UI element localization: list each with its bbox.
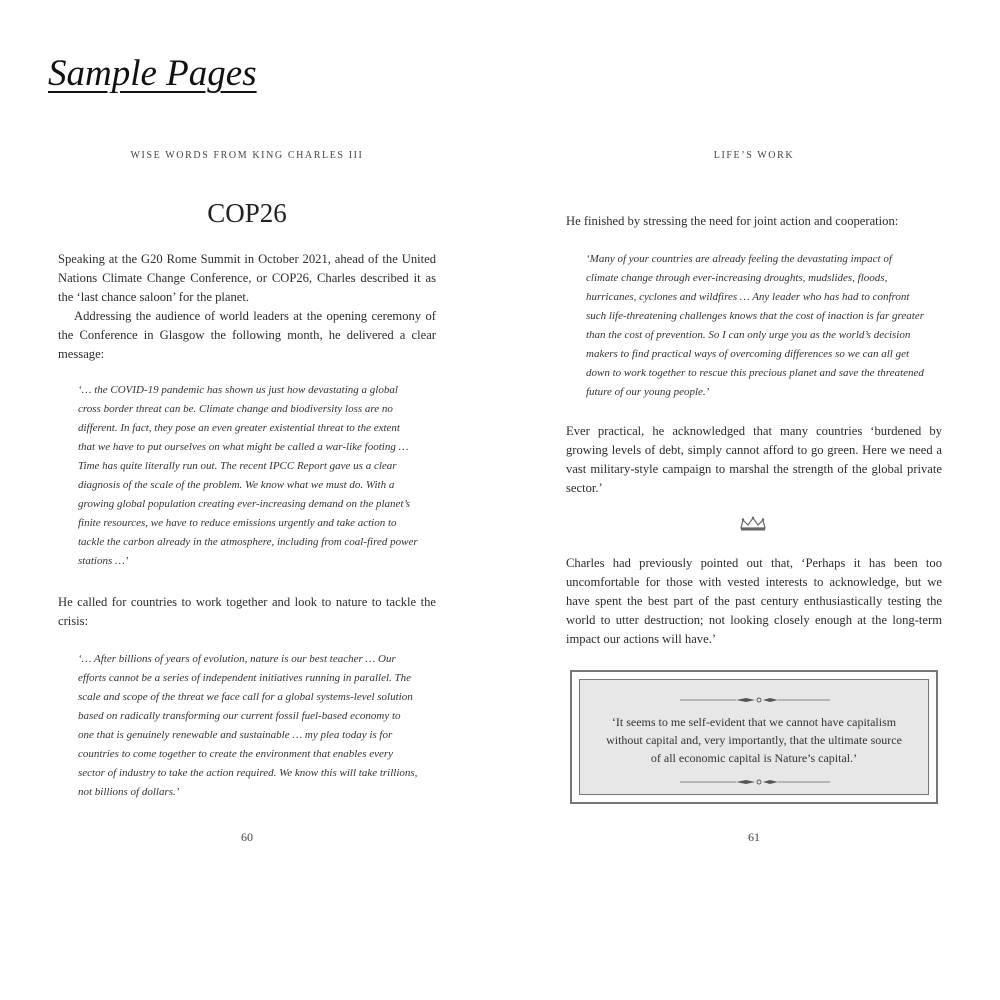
pull-quote-panel bbox=[579, 679, 929, 795]
right-paragraph-3: Charles had previously pointed out that, ‘Perhaps it has been too uncomfortable for those with vested interests to acknowledge, but we have spent the best part of the past century enthusiastically testing the world to utter destruction; not looking closely enough at the long-term impact our actions will have.’ bbox=[566, 556, 942, 646]
left-paragraph-3: He called for countries to work together and look to nature to tackle the crisis: bbox=[58, 595, 436, 628]
left-paragraph-2: Addressing the audience of world leaders at the opening ceremony of the Conference in Glasgow the following month, he delivered a clear message: bbox=[58, 309, 436, 361]
left-quote-2: ‘… After billions of years of evolution, nature is our best teacher … Our efforts cannot be a series of independent initiatives running in parallel. The scale and scope of the threat we face call for a global systems-level solution based on radically transforming our current fossil fuel-based economy to one that is genuinely renewable and sustainable … my plea today is for countries to come together to create the environment that enables every sector of industry to take the action required. We know this will take trillions, not billions of dollars.’ bbox=[78, 653, 418, 798]
top-flourish-icon bbox=[680, 695, 830, 705]
left-quote-1: ‘… the COVID-19 pandemic has shown us just how devastating a global cross border threat can be. Climate change and biodiversity loss are no different. In fact, they pose an even greater existential threat to the extent that we have to put ourselves on what might be called a war-like footing … Time has quite literally run out. The recent IPCC Report gave us a clear diagnosis of the scale of the problem. We know what we must do. With a growing global population creating ever-increasing demand on the planet’s finite resources, we have to reduce emissions urgently and take action to tackle the carbon already in the atmosphere, including from coal-fired power stations …’ bbox=[78, 384, 418, 567]
left-running-head: WISE WORDS FROM KING CHARLES III bbox=[130, 150, 364, 161]
crown-icon bbox=[738, 516, 768, 532]
pull-quote-text: ‘It seems to me self-evident that we cannot have capitalism without capital and, very importantly, that the ultimate source of all economic capital is Nature’s capital.’ bbox=[606, 715, 902, 765]
right-running-head: LIFE’S WORK bbox=[713, 150, 795, 161]
sample-pages-title: Sample Pages bbox=[48, 53, 257, 94]
left-paragraph-1: Speaking at the G20 Rome Summit in October 2021, ahead of the United Nations Climate Change Conference, or COP26, Charles described it as the ‘last chance saloon’ for the planet. bbox=[58, 252, 436, 304]
chapter-title: COP26 bbox=[207, 198, 287, 228]
pull-quote-box bbox=[570, 670, 938, 804]
bottom-flourish-icon bbox=[680, 777, 830, 787]
right-paragraph-2: Ever practical, he acknowledged that many countries ‘burdened by growing levels of debt, simply cannot afford to go green. Here we need a vast military-style campaign to marshal the strength of the global private sector.’ bbox=[566, 424, 942, 495]
right-paragraph-1: He finished by stressing the need for joint action and cooperation: bbox=[566, 214, 899, 228]
right-quote-1: ‘Many of your countries are already feeling the devastating impact of climate change through ever-increasing droughts, mudslides, floods, hurricanes, cyclones and wildfires … Any leader who has had to confront such life-threatening challenges knows that the cost of inaction is far greater than the cost of prevention. So I can only urge you as the world’s decision makers to find practical ways of overcoming differences so we can all get down to work together to rescue this precious planet and save the threatened future of our young people.’ bbox=[586, 253, 924, 398]
left-page-number: 60 bbox=[241, 830, 253, 844]
right-page-number: 61 bbox=[748, 830, 760, 844]
